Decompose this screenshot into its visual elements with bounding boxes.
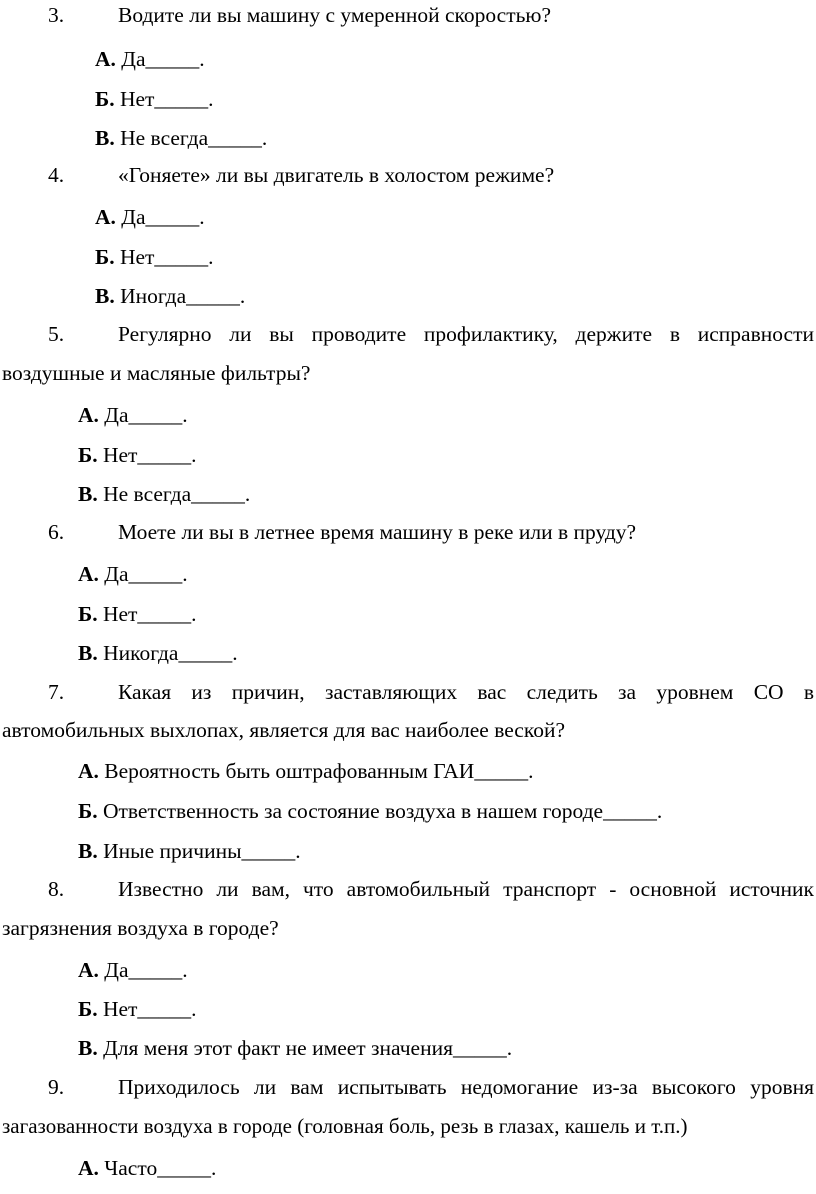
option-text: Не всегда_____.	[120, 126, 268, 150]
option-c	[78, 481, 250, 507]
question-text-line-2: загрязнения воздуха в городе?	[2, 916, 279, 940]
option-letter: А.	[78, 1156, 99, 1180]
option-c	[95, 125, 267, 151]
option-b	[78, 442, 197, 468]
option-b	[78, 601, 197, 627]
option-text: Нет_____.	[119, 245, 214, 269]
option-text: Иные причины_____.	[103, 839, 301, 863]
option-letter: В.	[95, 126, 115, 150]
option-c	[78, 838, 301, 864]
option-c	[95, 283, 245, 309]
option-a	[78, 561, 188, 587]
option-letter: Б.	[95, 245, 115, 269]
option-letter: А.	[95, 47, 116, 71]
question-text-line-2: загазованности воздуха в городе (головная боль, резь в глазах, кашель и т.п.)	[2, 1114, 688, 1138]
question-text-line-2: автомобильных выхлопах, является для вас наиболее веской?	[2, 718, 565, 742]
option-letter: А.	[78, 958, 99, 982]
option-letter: Б.	[78, 443, 98, 467]
option-text: Нет_____.	[102, 602, 197, 626]
option-letter: А.	[95, 205, 116, 229]
question-text: Моете ли вы в летнее время машину в реке или в пруду?	[118, 520, 637, 544]
option-text: Да_____.	[121, 47, 205, 71]
option-text: Иногда_____.	[120, 284, 246, 308]
option-text: Никогда_____.	[103, 641, 238, 665]
option-text: Нет_____.	[102, 443, 197, 467]
option-b	[78, 798, 662, 824]
option-text: Нет_____.	[119, 87, 214, 111]
option-letter: В.	[78, 482, 98, 506]
option-text: Не всегда_____.	[103, 482, 251, 506]
question-number: 6.	[48, 520, 65, 544]
question-number: 9.	[48, 1075, 65, 1099]
option-letter: А.	[78, 759, 99, 783]
option-text: Да_____.	[121, 205, 205, 229]
question-number: 4.	[48, 163, 65, 187]
question-number: 7.	[48, 680, 65, 704]
option-a	[78, 957, 188, 983]
option-letter: А.	[78, 403, 99, 427]
question-text-line-1: Приходилось ли вам испытывать недомогание из-за высокого уровня	[118, 1075, 814, 1099]
option-a	[95, 204, 205, 230]
question-number: 5.	[48, 322, 65, 346]
option-letter: Б.	[78, 602, 98, 626]
option-b	[78, 996, 197, 1022]
option-text: Нет_____.	[102, 997, 197, 1021]
question-text: Водите ли вы машину с умеренной скоростью?	[118, 3, 552, 27]
option-letter: В.	[95, 284, 115, 308]
question-text-line-1: Какая из причин, заставляющих вас следить за уровнем СО в	[118, 680, 814, 704]
option-a	[78, 758, 533, 784]
option-text: Да_____.	[104, 562, 188, 586]
option-b	[95, 86, 214, 112]
question-text: «Гоняете» ли вы двигатель в холостом режиме?	[118, 163, 555, 187]
question-text-line-2: воздушные и масляные фильтры?	[2, 361, 311, 385]
option-text: Да_____.	[104, 403, 188, 427]
option-c	[78, 1035, 512, 1061]
question-number: 8.	[48, 877, 65, 901]
question-text-line-1: Регулярно ли вы проводите профилактику, держите в исправности	[118, 322, 814, 346]
option-text: Для меня этот факт не имеет значения_____.	[103, 1036, 513, 1060]
option-letter: Б.	[95, 87, 115, 111]
option-letter: В.	[78, 839, 98, 863]
option-text: Вероятность быть оштрафованным ГАИ_____.	[104, 759, 534, 783]
option-c	[78, 640, 238, 666]
question-number: 3.	[48, 3, 65, 27]
option-a	[78, 1155, 216, 1181]
option-text: Да_____.	[104, 958, 188, 982]
question-text-line-1: Известно ли вам, что автомобильный транспорт - основной источник	[118, 877, 814, 901]
option-letter: Б.	[78, 997, 98, 1021]
option-letter: В.	[78, 1036, 98, 1060]
option-letter: В.	[78, 641, 98, 665]
option-a	[95, 46, 205, 72]
option-b	[95, 244, 214, 270]
option-letter: А.	[78, 562, 99, 586]
option-text: Часто_____.	[104, 1156, 217, 1180]
option-letter: Б.	[78, 799, 98, 823]
option-text: Ответственность за состояние воздуха в нашем городе_____.	[102, 799, 663, 823]
option-a	[78, 402, 188, 428]
